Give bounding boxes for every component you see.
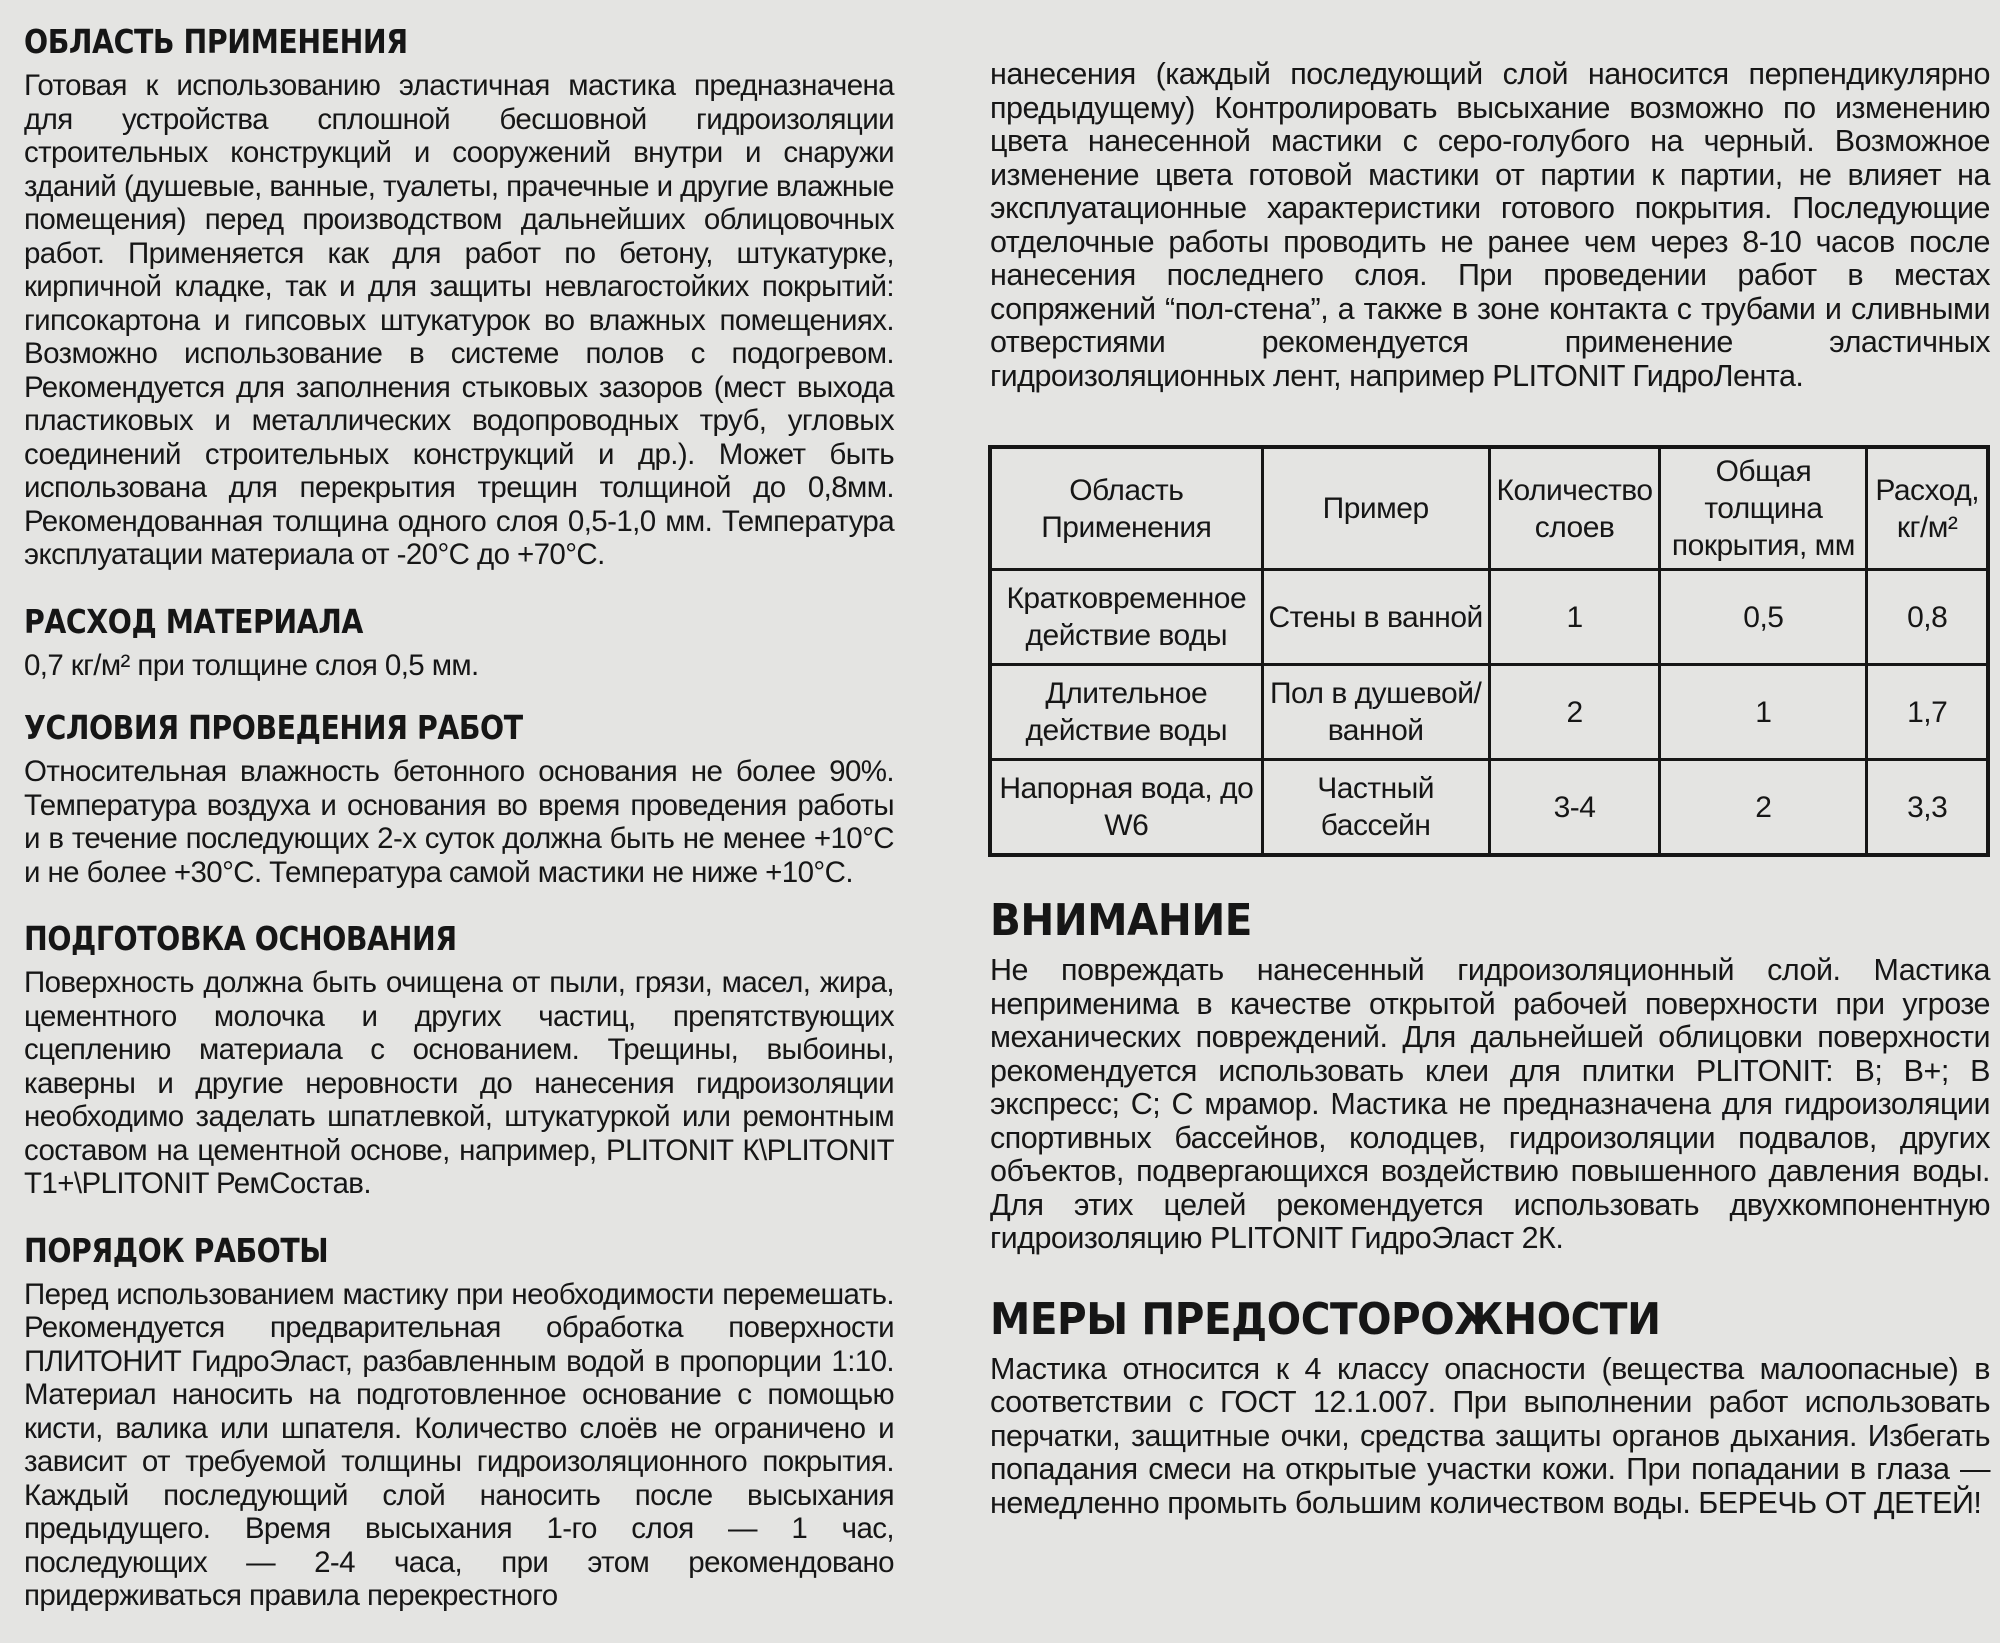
section-heading: РАСХОД МАТЕРИАЛА <box>24 601 363 641</box>
section-body: Мастика относится к 4 классу опасности (вещества малоопасные) в соответствии с ГОСТ 12.1.007. При выполнении работ использовать перчатки, защитные очки, средства защиты органов дыхания. Избегать попадания смеси на открытые участки кожи. При попадании в глаза — немедленно промыть большим количеством воды. БЕРЕЧЬ ОТ ДЕТЕЙ! <box>990 1351 1990 1520</box>
table-cell: Пол в душевой/ ванной <box>1262 665 1489 760</box>
table-cell: 0,8 <box>1867 570 1988 665</box>
table-cell: 2 <box>1660 760 1867 856</box>
table-cell: 1,7 <box>1867 665 1988 760</box>
section-body: 0,7 кг/м² при толщине слоя 0,5 мм. <box>24 648 479 682</box>
section-heading: МЕРЫ ПРЕДОСТОРОЖНОСТИ <box>990 1293 1661 1345</box>
table-cell: Кратковременное действие воды <box>990 570 1262 665</box>
section-warning <box>990 895 1990 1256</box>
procedure-continuation: нанесения (каждый последующий слой наносится перпендикулярно предыдущему) Контролировать высыхание возможно по изменению цвета нанесенной мастики с серо-голубого на черный. Возможное изменение цвета готовой мастики от партии к партии, не влияет на эксплуатационные характеристики готового покрытия. Последующие отделочные работы проводить не ранее чем через 8-10 часов после нанесения последнего слоя. При проведении работ в местах сопряжений “пол-стена”, а также в зоне контакта с трубами и сливными отверстиями рекомендуется применение эластичных гидроизоляционных лент, например PLITONIT ГидроЛента. <box>990 57 1990 393</box>
table-header-cell: Область Применения <box>990 447 1262 570</box>
application-table <box>988 445 1990 857</box>
section-application <box>24 22 894 572</box>
section-conditions <box>24 708 894 889</box>
section-body: Не повреждать нанесенный гидроизоляционный слой. Мастика неприменима в качестве открытой рабочей поверхности при угрозе механических повреждений. Для дальнейшей облицовки поверхности рекомендуется использовать клеи для плитки PLITONIT: В; В+; В экспресс; С; С мрамор. Мастика не предназначена для гидроизоляции спортивных бассейнов, колодцев, гидроизоляции подвалов, других объектов, подвергающихся воздействию повышенного давления воды. Для этих целей рекомендуется использовать двухкомпонентную гидроизоляцию PLITONIT ГидроЭласт 2К. <box>990 953 1990 1255</box>
table-header-cell: Расход, кг/м² <box>1867 447 1988 570</box>
table-cell: 3-4 <box>1489 760 1660 856</box>
section-heading: УСЛОВИЯ ПРОВЕДЕНИЯ РАБОТ <box>24 708 523 747</box>
table-cell: 1 <box>1489 570 1660 665</box>
table-row <box>990 760 1988 856</box>
section-precautions <box>990 1294 1990 1521</box>
table-cell: 3,3 <box>1867 760 1988 856</box>
section-procedure <box>24 1231 894 1613</box>
table-cell: Длительное действие воды <box>990 665 1262 760</box>
table-header-cell: Общая толщина покрытия, мм <box>1660 447 1867 570</box>
section-consumption <box>24 602 894 683</box>
section-body: Относительная влажность бетонного основания не более 90%. Температура воздуха и основания во время проведения работы и в течение последующих 2-х суток должна быть не менее +10°С и не более +30°С. Температура самой мастики не ниже +10°С. <box>24 755 894 889</box>
section-heading: ОБЛАСТЬ ПРИМЕНЕНИЯ <box>24 22 408 61</box>
section-preparation <box>24 919 894 1201</box>
table-cell: 1 <box>1660 665 1867 760</box>
table-header-cell: Количество слоев <box>1489 447 1660 570</box>
table-header-row <box>990 447 1988 570</box>
table-row <box>990 665 1988 760</box>
table-header-cell: Пример <box>1262 447 1489 570</box>
table-row <box>990 570 1988 665</box>
left-column <box>24 22 894 1643</box>
table-cell: Напорная вода, до W6 <box>990 760 1262 856</box>
table-cell: 0,5 <box>1660 570 1867 665</box>
table-cell: Стены в ванной <box>1262 570 1489 665</box>
section-body: Перед использованием мастику при необходимости перемешать. Рекомендуется предварительная обработка поверхности ПЛИТОНИТ ГидроЭласт, разбавленным водой в пропорции 1:10. Материал наносить на подготовленное основание с помощью кисти, валика или шпателя. Количество слоёв не ограничено и зависит от требуемой толщины гидроизоляционного покрытия. Каждый последующий слой наносить после высыхания предыдущего. Время высыхания 1-го слоя — 1 час, последующих — 2-4 часа, при этом рекомендовано придерживаться правила перекрестного <box>24 1277 894 1612</box>
section-body: Поверхность должна быть очищена от пыли, грязи, масел, жира, цементного молочка и других частиц, препятствующих сцеплению материала с основанием. Трещины, выбоины, каверны и другие неровности до нанесения гидроизоляции необходимо заделать шпатлевкой, штукатуркой или ремонтным составом на цементной основе, например, PLITONIT К\PLITONIT Т1+\PLITONIT РемСостав. <box>24 966 894 1200</box>
section-heading: ПОДГОТОВКА ОСНОВАНИЯ <box>24 919 457 958</box>
section-heading: ВНИМАНИЕ <box>990 895 1252 946</box>
right-column <box>990 58 1990 1520</box>
section-body: Готовая к использованию эластичная мастика предназначена для устройства сплошной бесшовной гидроизоляции строительных конструкций и сооружений внутри и снаружи зданий (душевые, ванные, туалеты, прачечные и другие влажные помещения) перед производством дальнейших облицовочных работ. Применяется как для работ по бетону, штукатурке, кирпичной кладке, так и для защиты невлагостойких покрытий: гипсокартона и гипсовых штукатурок во влажных помещениях. Возможно использование в системе полов с подогревом. Рекомендуется для заполнения стыковых зазоров (мест выхода пластиковых и металлических водопроводных труб, угловых соединений строительных конструкций и др.). Может быть использована для перекрытия трещин толщиной до 0,8мм. Рекомендованная толщина одного слоя 0,5-1,0 мм. Температура эксплуатации материала от -20°С до +70°С. <box>24 69 894 571</box>
section-heading: ПОРЯДОК РАБОТЫ <box>24 1230 329 1270</box>
table-cell: Частный бассейн <box>1262 760 1489 856</box>
table-cell: 2 <box>1489 665 1660 760</box>
